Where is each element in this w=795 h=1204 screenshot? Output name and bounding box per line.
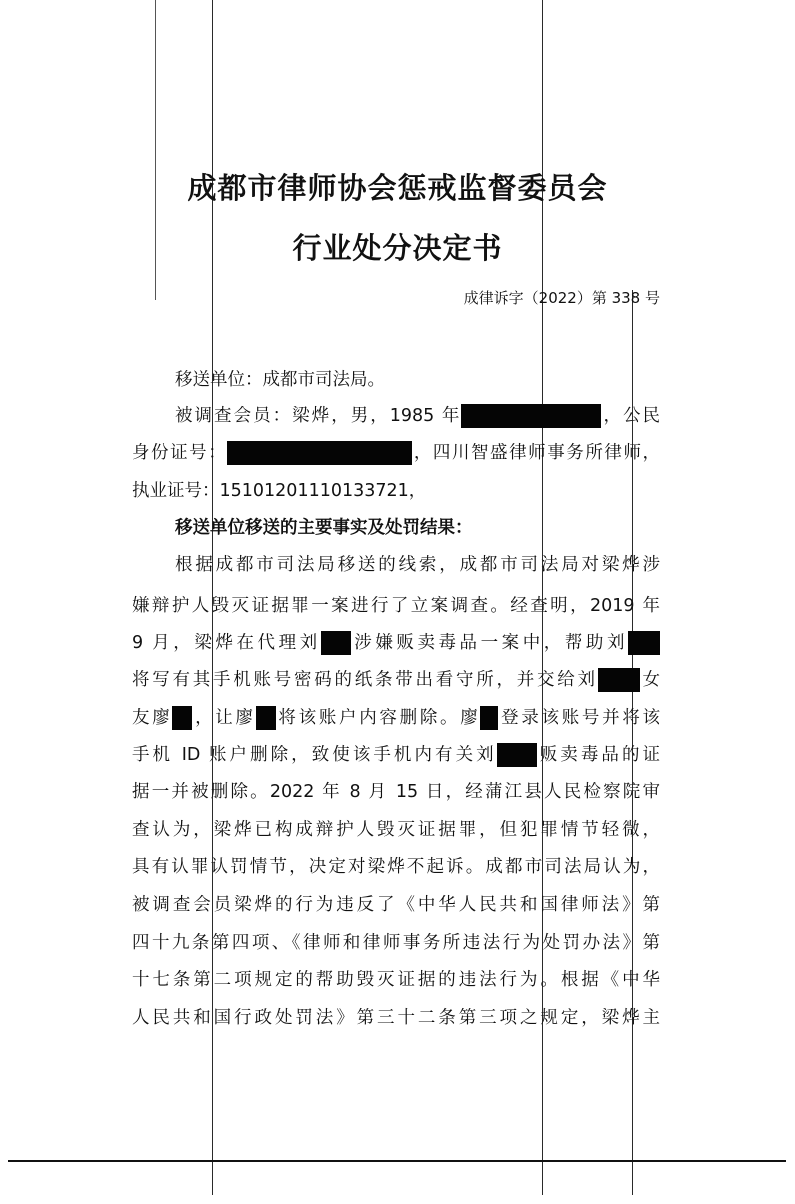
redaction-block bbox=[172, 706, 192, 730]
body-line: 查认为，梁烨已构成辩护人毁灭证据罪，但犯罪情节轻微， bbox=[132, 820, 660, 840]
body-line: 根据成都市司法局移送的线索，成都市司法局对梁烨涉 bbox=[175, 555, 660, 575]
body-line: 具有认罪认罚情节，决定对梁烨不起诉。成都市司法局认为， bbox=[132, 857, 660, 877]
redaction-block bbox=[598, 668, 640, 692]
body-line: 嫌辩护人毁灭证据罪一案进行了立案调查。经查明，2019 年 bbox=[132, 596, 660, 616]
body-line bbox=[132, 668, 660, 692]
body-text: 登录该账号并将该 bbox=[498, 708, 661, 728]
redaction-block bbox=[256, 706, 276, 730]
body-line: 人民共和国行政处罚法》第三十二条第三项之规定，梁烨主 bbox=[132, 1008, 660, 1028]
body-text: 手机 ID 账户删除，致使该手机内有关刘 bbox=[132, 745, 497, 765]
member-info-line-3: 执业证号：15101201110133721， bbox=[132, 481, 427, 501]
redaction-block bbox=[480, 706, 498, 730]
body-text: 涉嫌贩卖毒品一案中，帮助刘 bbox=[350, 633, 629, 653]
body-text: 将写有其手机账号密码的纸条带出看守所，并交给刘 bbox=[132, 670, 598, 690]
redaction-block bbox=[628, 631, 660, 655]
section-heading: 移送单位移送的主要事实及处罚结果： bbox=[175, 518, 473, 538]
body-line bbox=[132, 706, 660, 730]
member-info-line-1 bbox=[175, 404, 660, 428]
body-line: 十七条第二项规定的帮助毁灭证据的违法行为。根据《中华 bbox=[132, 970, 660, 990]
member-info-text: ，四川智盛律师事务所律师， bbox=[412, 443, 661, 463]
body-text: 友廖 bbox=[132, 708, 173, 728]
page-bottom-rule bbox=[8, 1160, 786, 1162]
document-number: 成律诉字（2022）第 338 号 bbox=[463, 289, 660, 307]
body-line bbox=[132, 631, 660, 655]
member-info-text: ，公民 bbox=[601, 406, 660, 426]
body-text: 将该账户内容删除。廖 bbox=[275, 708, 481, 728]
redaction-block bbox=[461, 404, 601, 428]
member-info-text: 被调查会员：梁烨，男，1985 年 bbox=[175, 406, 462, 426]
body-line: 四十九条第四项、《律师和律师事务所违法行为处罚办法》第 bbox=[132, 933, 660, 953]
redaction-block bbox=[497, 743, 537, 767]
body-text: 9 月，梁烨在代理刘 bbox=[132, 633, 321, 653]
body-line bbox=[132, 743, 660, 767]
body-line: 据一并被删除。2022 年 8 月 15 日，经蒲江县人民检察院审 bbox=[132, 782, 660, 802]
redaction-block bbox=[227, 441, 412, 465]
body-line: 被调查会员梁烨的行为违反了《中华人民共和国律师法》第 bbox=[132, 895, 660, 915]
body-text: ，让廖 bbox=[192, 708, 256, 728]
redaction-block bbox=[321, 631, 351, 655]
document-title-line2: 行业处分决定书 bbox=[292, 231, 503, 265]
body-text: 贩卖毒品的证 bbox=[536, 745, 660, 765]
member-info-text: 身份证号： bbox=[132, 443, 228, 463]
member-info-line-2 bbox=[132, 441, 660, 465]
body-text: 女 bbox=[639, 670, 660, 690]
document-title-line1: 成都市律师协会惩戒监督委员会 bbox=[187, 171, 608, 205]
transfer-unit-line: 移送单位：成都市司法局。 bbox=[175, 370, 385, 390]
